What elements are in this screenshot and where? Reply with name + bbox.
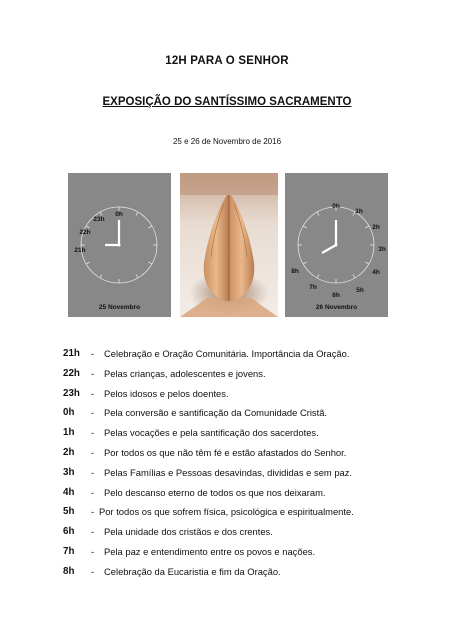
clock-26-novembro (285, 173, 388, 317)
praying-hands-image (180, 173, 278, 317)
schedule-time: 0h (63, 407, 75, 419)
schedule-row (63, 403, 433, 423)
clock-label: 21h (74, 247, 86, 254)
clock-label: 6h (332, 292, 340, 299)
clock-label: 8h (291, 268, 299, 275)
schedule-row (63, 463, 433, 483)
schedule-text: Celebração da Eucaristia e fim da Oração. (104, 565, 281, 577)
schedule-text: Pela unidade dos cristãos e dos crentes. (104, 526, 273, 538)
schedule-dash: - (91, 427, 95, 439)
clock-label: 2h (372, 224, 380, 231)
page-title: 12H PARA O SENHOR (165, 55, 289, 67)
schedule-dash: - (91, 446, 95, 458)
schedule-time: 22h (63, 367, 80, 379)
clock-caption: 25 Novembro (98, 304, 141, 311)
clock-label: 0h (115, 211, 123, 218)
schedule-text: Pela paz e entendimento entre os povos e nações. (104, 545, 316, 557)
schedule-text: Pela conversão e santificação da Comunidade Cristã. (104, 407, 328, 419)
clock-label: 0h (332, 203, 340, 210)
prayer-schedule (63, 344, 433, 582)
schedule-time: 3h (63, 466, 75, 478)
schedule-row (63, 562, 433, 582)
schedule-row (63, 364, 433, 384)
clock-caption: 26 Novembro (315, 304, 358, 311)
schedule-text: Por todos os que não têm fé e estão afastados do Senhor. (104, 446, 347, 458)
schedule-dash: - (91, 526, 95, 538)
clock-label: 3h (378, 246, 386, 253)
schedule-dash: - (91, 407, 95, 419)
schedule-row (63, 443, 433, 463)
clock-label: 1h (355, 208, 363, 215)
schedule-row (63, 522, 433, 542)
schedule-dash: - (91, 486, 95, 498)
schedule-row (63, 542, 433, 562)
schedule-dash: - (91, 367, 95, 379)
schedule-text: Pelas Famílias e Pessoas desavindas, divididas e sem paz. (104, 466, 353, 478)
schedule-time: 21h (63, 348, 80, 359)
schedule-time: 4h (63, 486, 75, 498)
schedule-dash: - (91, 387, 95, 399)
schedule-time: 5h (63, 506, 75, 518)
clock-label: 5h (356, 287, 364, 294)
page-subtitle: EXPOSIÇÃO DO SANTÍSSIMO SACRAMENTO (102, 96, 352, 108)
clock-label: 23h (93, 216, 105, 223)
schedule-time: 1h (63, 427, 75, 439)
schedule-text: Pelas vocações e pela santificação dos sacerdotes. (104, 427, 319, 439)
schedule-text: Pelos idosos e pelos doentes. (104, 387, 229, 399)
schedule-dash: - (91, 348, 95, 359)
schedule-row (63, 344, 433, 364)
schedule-text: Celebração e Oração Comunitária. Importância da Oração. (104, 348, 350, 359)
schedule-row (63, 423, 433, 443)
clock-25-novembro (68, 173, 171, 317)
schedule-dash: - (91, 466, 95, 478)
schedule-time: 6h (63, 526, 75, 538)
clock-label: 4h (372, 269, 380, 276)
clock-face-icon (285, 173, 388, 317)
schedule-time: 2h (63, 446, 75, 458)
clock-label: 22h (79, 229, 91, 236)
schedule-row (63, 502, 433, 522)
schedule-dash: - (91, 565, 95, 577)
schedule-row (63, 483, 433, 503)
clock-label: 7h (309, 284, 317, 291)
schedule-text: Pelas crianças, adolescentes e jovens. (104, 367, 266, 379)
event-date: 25 e 26 de Novembro de 2016 (172, 137, 282, 146)
schedule-time: 23h (63, 387, 80, 399)
schedule-row (63, 384, 433, 404)
schedule-time: 8h (63, 565, 75, 577)
schedule-time: 7h (63, 545, 75, 557)
clock-face-icon (68, 173, 171, 317)
schedule-dash: - (91, 545, 95, 557)
schedule-dash: - (91, 506, 95, 518)
schedule-text: Por todos os que sofrem física, psicológica e espiritualmente. (99, 506, 354, 518)
schedule-text: Pelo descanso eterno de todos os que nos deixaram. (104, 486, 326, 498)
